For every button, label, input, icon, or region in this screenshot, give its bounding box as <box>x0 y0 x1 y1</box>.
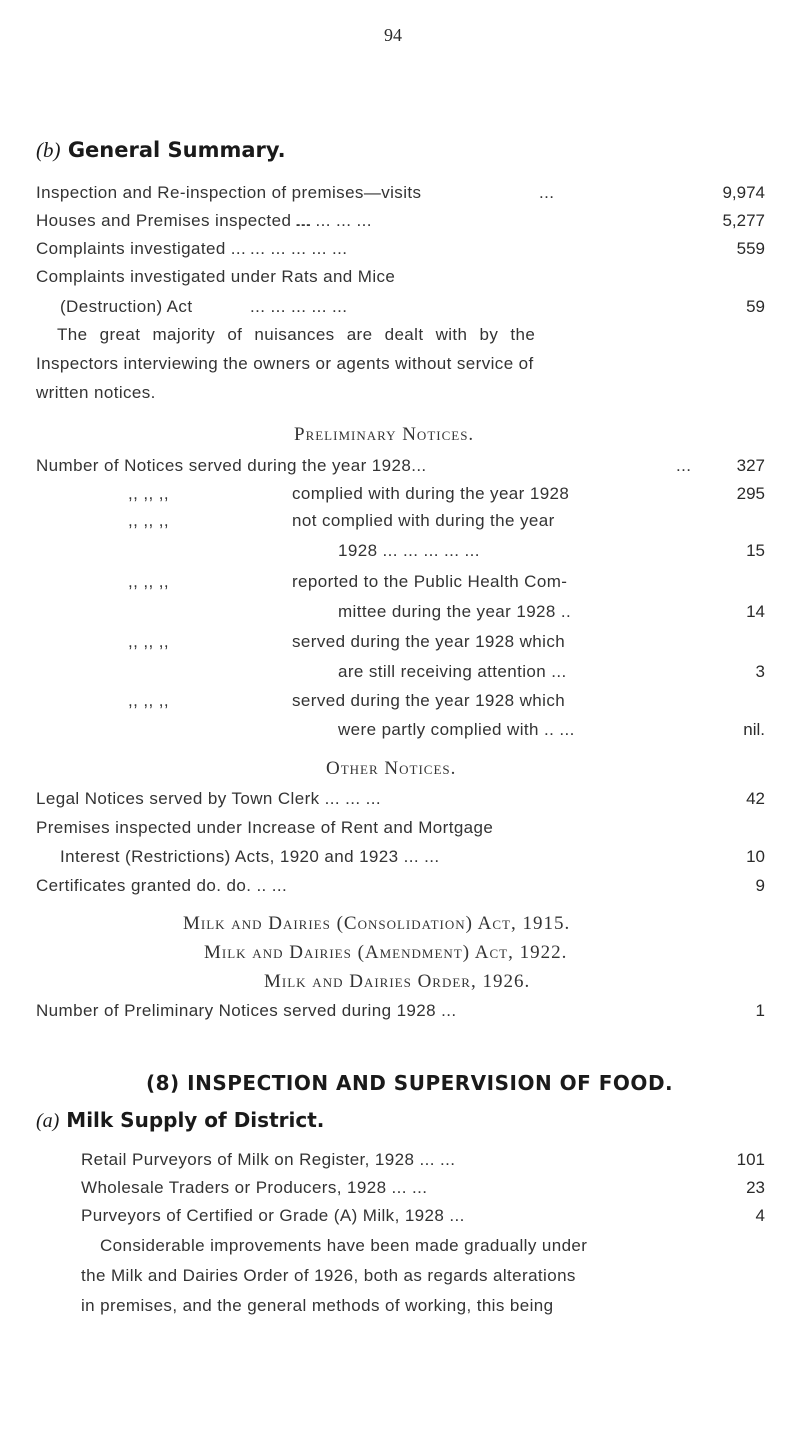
act-title: Milk and Dairies Order, 1926. <box>264 971 531 992</box>
section-8-heading: (8) INSPECTION AND SUPERVISION OF FOOD. <box>146 1071 674 1095</box>
notice-row-text: reported to the Public Health Com- <box>292 572 568 591</box>
notice-row-text: Premises inspected under Increase of Rent and Mortgage <box>36 818 494 837</box>
subsection-title: Milk Supply of District. <box>66 1108 325 1132</box>
summary-row-value: 59 <box>746 297 765 316</box>
milk-row-text: Purveyors of Certified or Grade (A) Milk, 1928 ... <box>81 1206 465 1225</box>
summary-row-dots: ... <box>539 183 555 202</box>
ditto-marks: ,, ,, ,, <box>128 691 169 710</box>
summary-row-text: Complaints investigated under Rats and Mice <box>36 267 396 286</box>
notice-row-value: 15 <box>746 541 765 560</box>
notice-row-value: 9 <box>755 876 765 895</box>
notice-row-text: Number of Notices served during the year 1928... <box>36 456 427 475</box>
milk-row-value: 23 <box>746 1178 765 1197</box>
page-number: 94 <box>384 25 402 45</box>
summary-row-text: Houses and Premises inspected ... <box>36 211 312 230</box>
paragraph-line: written notices. <box>36 383 156 402</box>
paragraph-line: in premises, and the general methods of working, this being <box>81 1296 554 1315</box>
paragraph-line: Inspectors interviewing the owners or agents without service of <box>36 354 534 373</box>
paragraph-line: The great majority of nuisances are dealt with by the <box>57 325 536 344</box>
general-summary-heading <box>36 138 286 163</box>
milk-row-value: 101 <box>736 1150 765 1169</box>
notice-row-text: were partly complied with .. ... <box>338 720 575 739</box>
notice-row-text: 1928 ... ... ... ... ... <box>338 541 480 560</box>
ditto-marks: ,, ,, ,, <box>128 484 169 503</box>
notice-row-value: 14 <box>746 602 765 621</box>
milk-row-text: Wholesale Traders or Producers, 1928 ... ... <box>81 1178 428 1197</box>
summary-row-text: Inspection and Re-inspection of premises—visits <box>36 183 422 202</box>
ditto-marks: ,, ,, ,, <box>128 632 169 651</box>
notice-row-text: are still receiving attention ... <box>338 662 567 681</box>
paragraph-line: Considerable improvements have been made gradually under <box>100 1236 588 1255</box>
notice-row-dots: ... <box>676 456 692 475</box>
act-title: Milk and Dairies (Consolidation) Act, 1915. <box>183 913 571 934</box>
notice-row-value: 3 <box>755 662 765 681</box>
summary-row-value: 9,974 <box>722 183 765 202</box>
act-title: Milk and Dairies (Amendment) Act, 1922. <box>204 942 568 963</box>
notice-row-value: 10 <box>746 847 765 866</box>
notice-row-text: mittee during the year 1928 .. <box>338 602 572 621</box>
section-label: (b) <box>36 138 61 162</box>
notice-row-text: not complied with during the year <box>292 511 555 530</box>
subsection-label: (a) <box>36 1110 60 1132</box>
notice-row-text: Number of Preliminary Notices served during 1928 ... <box>36 1001 457 1020</box>
notice-row-text: served during the year 1928 which <box>292 691 566 710</box>
ditto-marks: ,, ,, ,, <box>128 511 169 530</box>
milk-row-text: Retail Purveyors of Milk on Register, 1928 ... ... <box>81 1150 456 1169</box>
summary-row-value: 559 <box>736 239 765 258</box>
notice-row-text: Legal Notices served by Town Clerk ... ... ... <box>36 789 382 808</box>
milk-row-value: 4 <box>755 1206 765 1225</box>
notice-row-text: served during the year 1928 which <box>292 632 566 651</box>
summary-row-dots: ... ... ... ... ... <box>250 239 348 258</box>
notice-row-value: 42 <box>746 789 765 808</box>
notice-row-value: 327 <box>736 456 765 475</box>
notice-row-value: nil. <box>743 720 765 739</box>
summary-row-text: Complaints investigated ... <box>36 239 247 258</box>
summary-row-dots: ... ... ... ... ... <box>250 297 348 316</box>
ditto-marks: ,, ,, ,, <box>128 572 169 591</box>
summary-row-value: 5,277 <box>722 211 765 230</box>
section-title: General Summary. <box>67 138 286 162</box>
notice-row-value: 295 <box>736 484 765 503</box>
paragraph-line: the Milk and Dairies Order of 1926, both as regards alterations <box>81 1266 576 1285</box>
notice-row-text: complied with during the year 1928 <box>292 484 570 503</box>
preliminary-notices-heading: Preliminary Notices. <box>294 424 475 445</box>
summary-row-dots: ... ... ... ... <box>295 211 372 230</box>
summary-row-text: (Destruction) Act <box>60 297 193 316</box>
notice-row-text: Interest (Restrictions) Acts, 1920 and 1923 ... ... <box>60 847 440 866</box>
notice-row-value: 1 <box>755 1001 765 1020</box>
milk-supply-heading <box>36 1108 324 1133</box>
other-notices-heading: Other Notices. <box>326 758 457 779</box>
notice-row-text: Certificates granted do. do. .. ... <box>36 876 288 895</box>
